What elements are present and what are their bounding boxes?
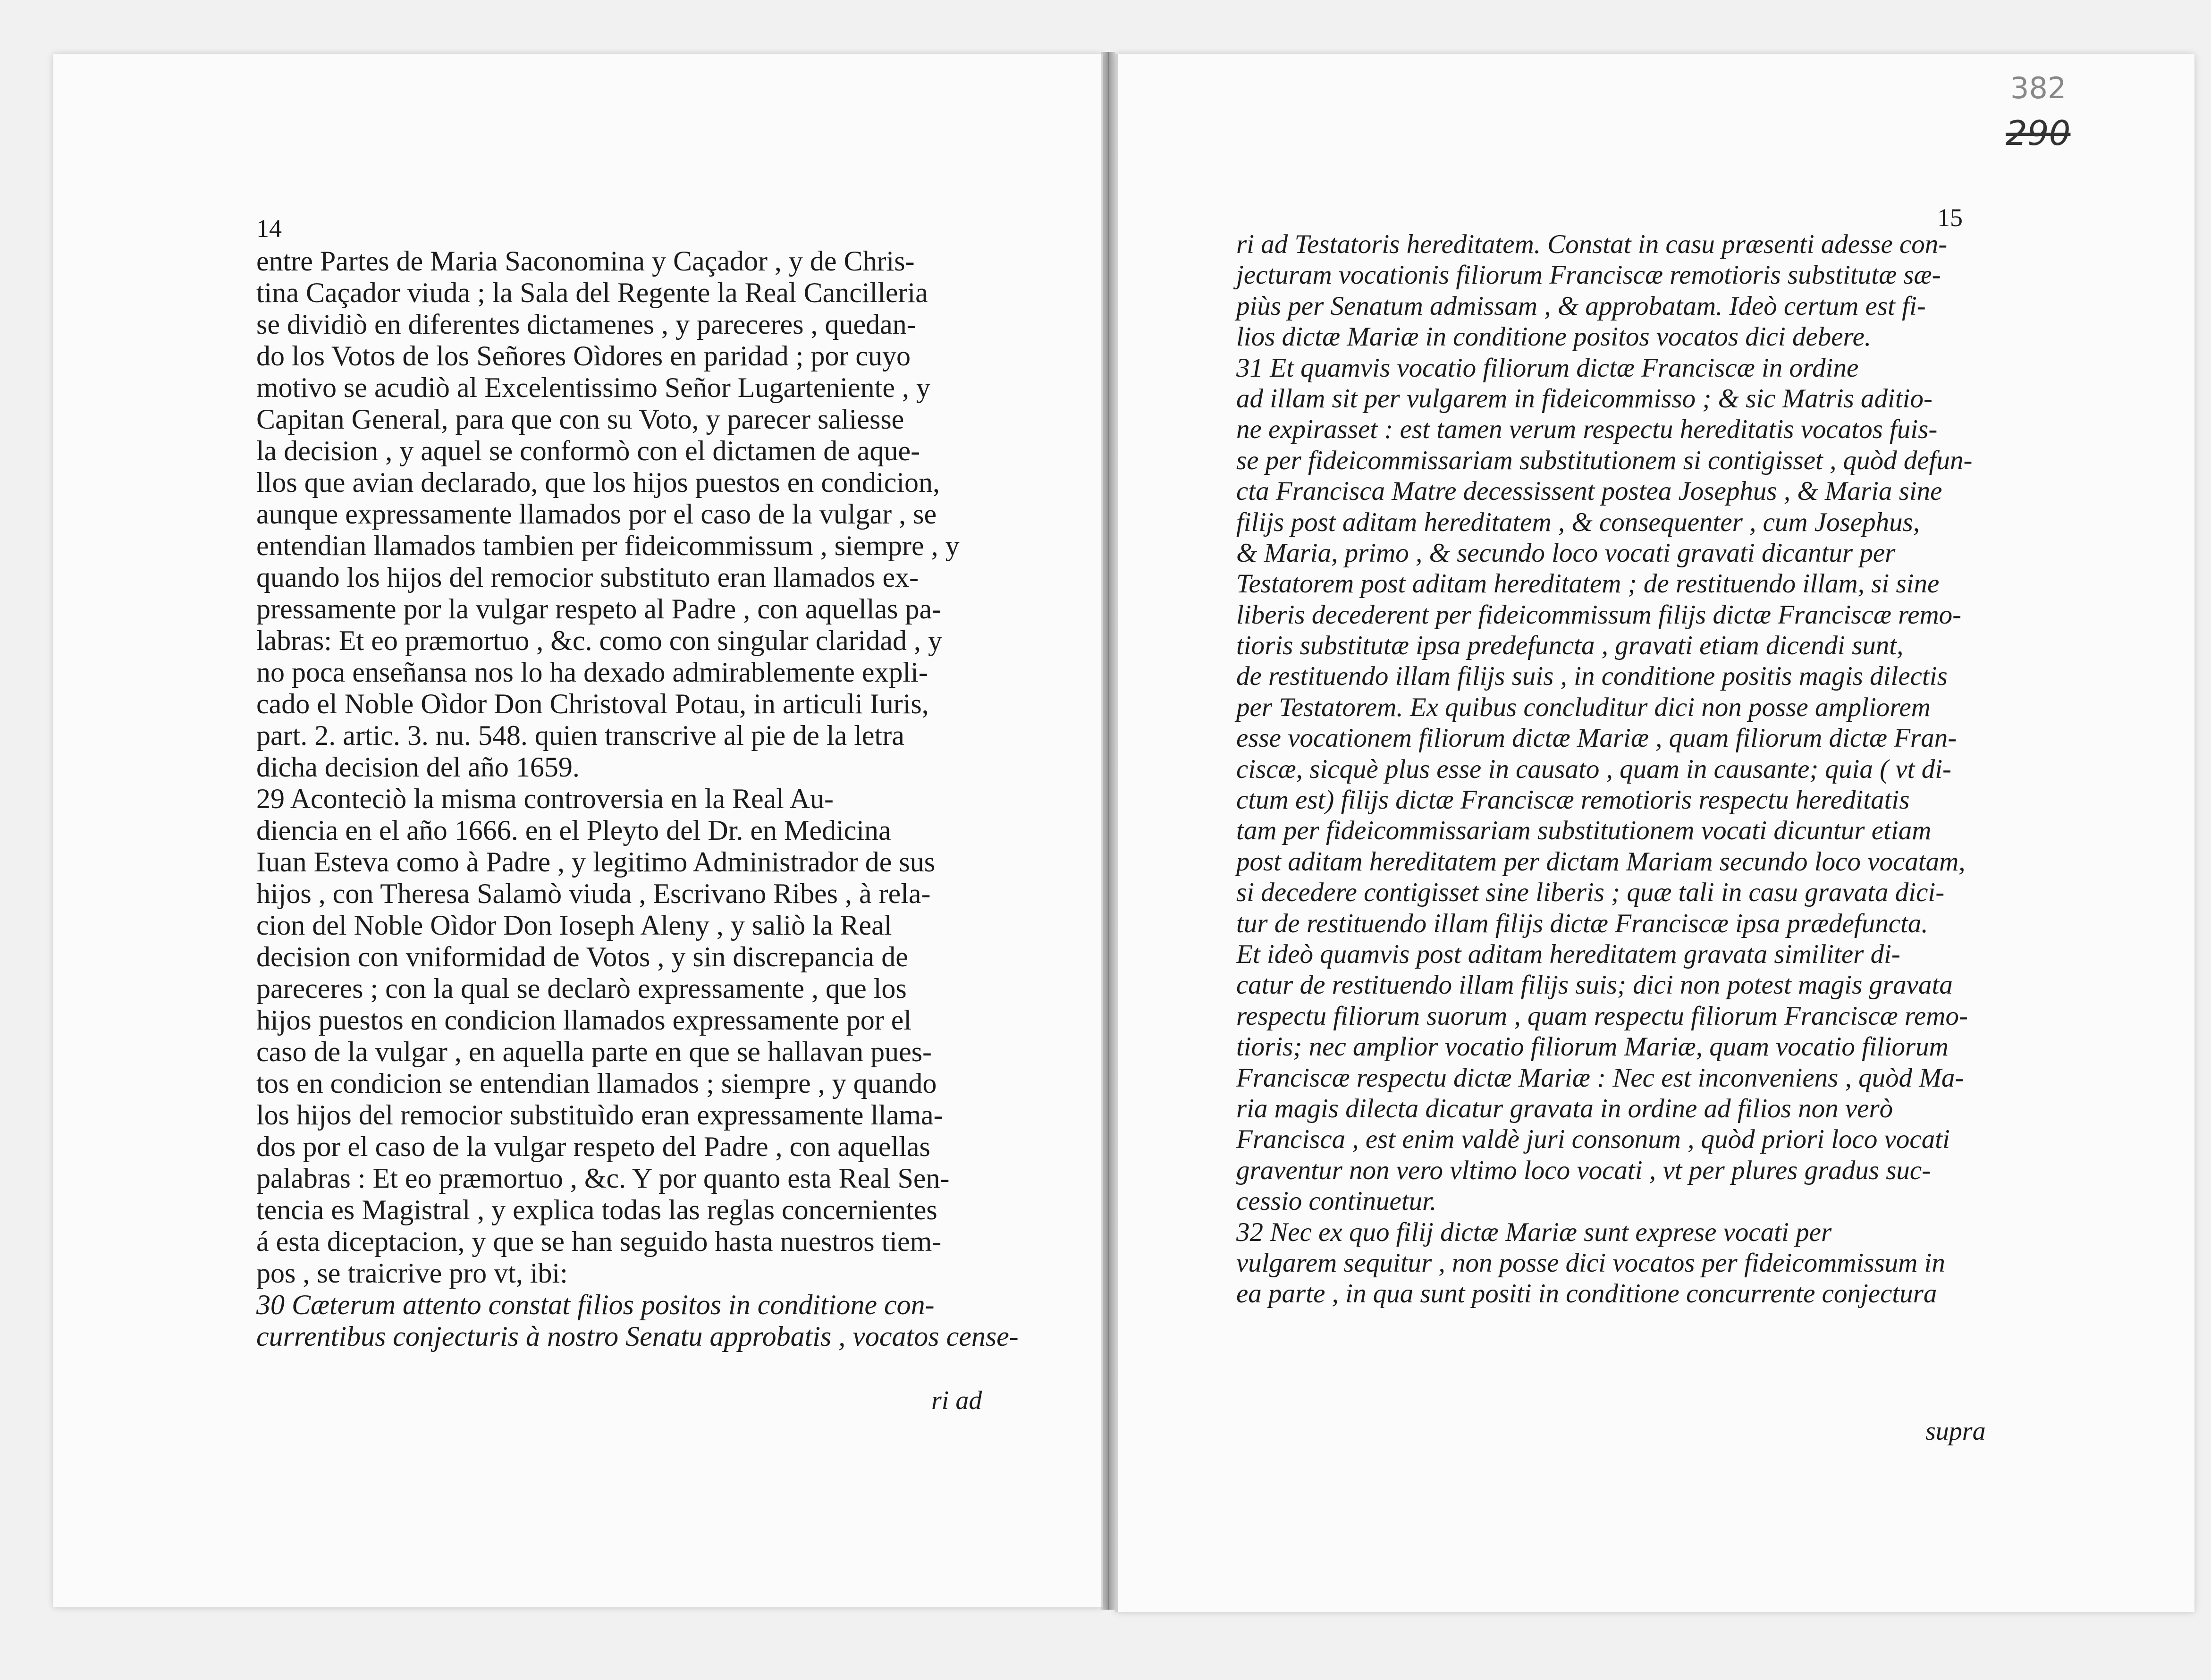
right-text-line: ea parte , in qua sunt positi in conditione concurrente conjectura — [1236, 1279, 1937, 1309]
right-text-line: respectu filiorum suorum , quam respectu filiorum Franciscæ remo- — [1236, 1001, 1968, 1031]
right-page-text — [1236, 229, 2100, 1309]
left-text-line: Capitan General, para que con su Voto, y parecer saliesse — [256, 404, 904, 435]
left-text-line: aunque expressamente llamados por el caso de la vulgar , se — [256, 498, 937, 530]
right-text-line: ciscæ, sicquè plus esse in causato , quam in causante; quia ( vt di- — [1236, 754, 1952, 784]
right-page — [1115, 54, 2194, 1612]
right-text-line: se per fideicommissariam substitutionem si contigisset , quòd defun- — [1236, 445, 1973, 475]
right-text-line: & Maria, primo , & secundo loco vocati gravati dicantur per — [1236, 538, 1896, 568]
left-text-line: hijos , con Theresa Salamò viuda , Escrivano Ribes , à rela- — [256, 878, 931, 909]
left-text-line: 30 Cæterum attento constat filios positos in conditione con- — [256, 1289, 935, 1320]
right-text-line: de restituendo illam filijs suis , in conditione positis magis dilectis — [1236, 661, 1948, 692]
right-text-line: ri ad Testatoris hereditatem. Constat in casu præsenti adesse con- — [1236, 229, 1948, 259]
left-text-line: dos por el caso de la vulgar respeto del Padre , con aquellas — [256, 1131, 930, 1162]
left-text-line: no poca enseñansa nos lo ha dexado admirablemente expli- — [256, 657, 928, 688]
left-text-line: caso de la vulgar , en aquella parte en que se hallavan pues- — [256, 1036, 932, 1067]
right-text-line: Testatorem post aditam hereditatem ; de restituendo illam, si sine — [1236, 569, 1940, 599]
right-text-line: tioris substitutæ ipsa predefuncta , gravati etiam dicendi sunt, — [1236, 631, 1904, 661]
right-page-number: 15 — [1937, 203, 1963, 232]
right-text-line: ctum est) filijs dictæ Franciscæ remotioris respectu hereditatis — [1236, 785, 1910, 815]
left-text-line: palabras : Et eo præmortuo , &c. Y por quanto esta Real Sen- — [256, 1163, 950, 1194]
right-text-line: esse vocationem filiorum dictæ Mariæ , quam filiorum dictæ Fran- — [1236, 723, 1957, 753]
right-text-line: graventur non vero vltimo loco vocati , vt per plures gradus suc- — [1236, 1155, 1931, 1185]
left-page-number: 14 — [256, 214, 282, 243]
left-text-line: hijos puestos en condicion llamados expressamente por el — [256, 1005, 911, 1036]
left-text-line: entendian llamados tambien per fideicommissum , siempre , y — [256, 530, 960, 561]
left-text-line: pareceres ; con la qual se declarò expressamente , que los — [256, 973, 907, 1004]
right-text-line: ria magis dilecta dicatur gravata in ordine ad filios non verò — [1236, 1093, 1893, 1123]
left-text-line: tencia es Magistral , y explica todas las reglas concernientes — [256, 1194, 937, 1225]
right-text-line: tur de restituendo illam filijs dictæ Franciscæ ipsa prædefuncta. — [1236, 908, 1928, 938]
right-text-line: jecturam vocationis filiorum Franciscæ remotioris substitutæ sæ- — [1236, 260, 1941, 290]
left-text-line: currentibus conjecturis à nostro Senatu approbatis , vocatos cense- — [256, 1321, 1019, 1352]
left-text-line: pos , se traicrive pro vt, ibi: — [256, 1258, 568, 1289]
right-text-line: per Testatorem. Ex quibus concluditur dici non posse ampliorem — [1236, 692, 1931, 722]
left-text-line: entre Partes de Maria Saconomina y Caçador , y de Chris- — [256, 245, 915, 277]
left-text-line: 29 Aconteciò la misma controversia en la Real Au- — [256, 783, 834, 814]
left-text-line: pressamente por la vulgar respeto al Padre , con aquellas pa- — [256, 593, 942, 625]
left-text-line: motivo se acudiò al Excelentissimo Señor Lugarteniente , y — [256, 372, 930, 403]
left-text-line: dicha decision del año 1659. — [256, 751, 580, 783]
left-text-line: part. 2. artic. 3. nu. 548. quien transcrive al pie de la letra — [256, 720, 904, 751]
left-text-line: tos en condicion se entendian llamados ; siempre , y quando — [256, 1068, 937, 1099]
left-text-line: se dividiò en diferentes dictamenes , y pareceres , quedan- — [256, 309, 916, 340]
book-gutter — [1101, 52, 1115, 1610]
left-text-line: los hijos del remocior substituìdo eran expressamente llama- — [256, 1099, 943, 1131]
right-text-line: ne expirasset : est tamen verum respectu hereditatis vocatos fuis- — [1236, 414, 1938, 445]
right-text-line: vulgarem sequitur , non posse dici vocatos per fideicommissum in — [1236, 1248, 1945, 1278]
left-page — [53, 54, 1103, 1607]
right-text-line: Et ideò quamvis post aditam hereditatem gravata similiter di- — [1236, 939, 1900, 969]
handwritten-folio-old: 290 — [2006, 113, 2071, 153]
right-text-line: filijs post aditam hereditatem , & consequenter , cum Josephus, — [1236, 507, 1920, 537]
right-text-line: liberis decederent per fideicommissum filijs dictæ Franciscæ remo- — [1236, 599, 1962, 630]
right-text-line: piùs per Senatum admissam , & approbatam. Ideò certum est fi- — [1236, 291, 1926, 321]
right-text-line: tioris; nec amplior vocatio filiorum Mariæ, quam vocatio filiorum — [1236, 1032, 1949, 1062]
right-text-line: tam per fideicommissariam substitutionem vocati dicuntur etiam — [1236, 816, 1932, 846]
right-text-line: catur de restituendo illam filijs suis; dici non potest magis gravata — [1236, 970, 1953, 1000]
left-text-line: decision con vniformidad de Votos , y sin discrepancia de — [256, 941, 908, 972]
handwritten-folio-new: 382 — [2010, 71, 2067, 105]
right-catchword: supra — [1925, 1417, 1986, 1446]
right-text-line: cta Francisca Matre decessissent postea Josephus , & Maria sine — [1236, 476, 1942, 507]
right-text-line: post aditam hereditatem per dictam Mariam secundo loco vocatam, — [1236, 846, 1966, 877]
right-text-line: Franciscæ respectu dictæ Mariæ : Nec est inconveniens , quòd Ma- — [1236, 1063, 1964, 1093]
left-text-line: á esta diceptacion, y que se han seguido hasta nuestros tiem- — [256, 1226, 942, 1257]
left-text-line: quando los hijos del remocior substituto eran llamados ex- — [256, 562, 919, 593]
left-text-line: tina Caçador viuda ; la Sala del Regente la Real Cancilleria — [256, 277, 928, 308]
left-text-line: cion del Noble Oìdor Don Ioseph Aleny , y saliò la Real — [256, 910, 892, 941]
right-text-line: ad illam sit per vulgarem in fideicommisso ; & sic Matris aditio- — [1236, 383, 1933, 414]
right-text-line: 31 Et quamvis vocatio filiorum dictæ Franciscæ in ordine — [1236, 353, 1859, 383]
left-page-text — [256, 245, 1030, 1352]
left-text-line: la decision , y aquel se conformò con el dictamen de aque- — [256, 435, 920, 466]
right-text-line: 32 Nec ex quo filij dictæ Mariæ sunt exprese vocati per — [1236, 1217, 1832, 1247]
left-text-line: Iuan Esteva como à Padre , y legitimo Administrador de sus — [256, 846, 936, 878]
left-catchword: ri ad — [931, 1386, 982, 1415]
left-text-line: do los Votos de los Señores Oìdores en paridad ; por cuyo — [256, 340, 911, 371]
left-text-line: llos que avian declarado, que los hijos puestos en condicion, — [256, 467, 940, 498]
left-text-line: cado el Noble Oìdor Don Christoval Potau, in articuli Iuris, — [256, 688, 929, 719]
right-text-line: lios dictæ Mariæ in conditione positos vocatos dici debere. — [1236, 322, 1872, 352]
left-text-line: diencia en el año 1666. en el Pleyto del Dr. en Medicina — [256, 815, 891, 846]
left-text-line: labras: Et eo præmortuo , &c. como con singular claridad , y — [256, 625, 942, 656]
right-text-line: cessio continuetur. — [1236, 1186, 1437, 1216]
right-text-line: si decedere contigisset sine liberis ; quæ tali in casu gravata dici- — [1236, 878, 1945, 908]
right-text-line: Francisca , est enim valdè juri consonum , quòd priori loco vocati — [1236, 1124, 1950, 1155]
